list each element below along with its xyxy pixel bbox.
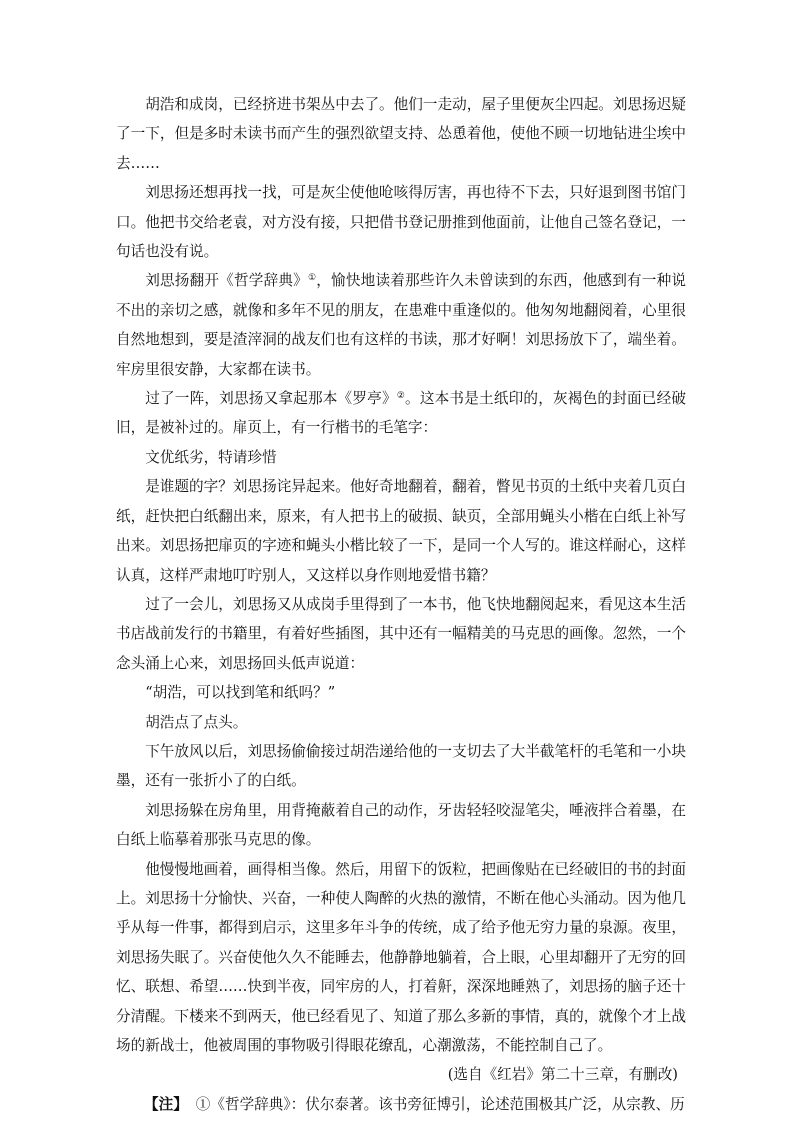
- footnote-label: 【注】: [144, 1095, 188, 1113]
- dialogue-quote: “胡浩，可以找到笔和纸吗？”: [145, 684, 336, 702]
- paragraph-9: 刘思扬躲在房角里，用背掩蔽着自己的动作，牙齿轻轻咬湿笔尖，唾液拌合着墨，在白纸上临摹着那张马克思的像。: [116, 801, 686, 849]
- paragraph-3-start: 刘思扬翻开《哲学辞典》: [145, 272, 308, 290]
- source-citation: (选自《红岩》第二十三章，有删改): [447, 1066, 678, 1084]
- paragraph-2: 刘思扬还想再找一找，可是灰尘使他呛咳得厉害，再也待不下去，只好退到图书馆门口。他把书交给老袁，对方没有接，只把借书登记册推到他面前，让他自己签名登记，一句话也没有说。: [116, 184, 686, 261]
- paragraph-8: 下午放风以后，刘思扬偷偷接过胡浩递给他的一支切去了大半截笔杆的毛笔和一小块墨，还有一张折小了的白纸。: [116, 742, 686, 790]
- paragraph-4-start: 过了一阵，刘思扬又拿起那本《罗亭》: [145, 390, 397, 408]
- footnote: [116, 1090, 686, 1119]
- paragraph-4-rest: 。这本书是土纸印的，灰褐色的封面已经破旧，是被补过的。扉页上，有一行楷书的毛笔字：: [116, 390, 686, 437]
- paragraph-10: 他慢慢地画着，画得相当像。然后，用留下的饭粒，把画像贴在已经破旧的书的封面上。刘思扬十分愉快、兴奋，一种使人陶醉的火热的激情，不断在他心头涌动。因为他几乎从每一件事，都得到启示，这里多年斗争的传统，成了给予他无穷力量的泉源。夜里，刘思扬失眠了。兴奋使他久久不能睡去，他静静地躺着，合上眼，心里却翻开了无穷的回忆、联想、希望……快到半夜，同牢房的人，打着鼾，深深地睡熟了，刘思扬的脑子还十分清醒。下楼来不到两天，他已经看见了、知道了那么多新的事情，真的，就像个才上战场的新战士，他被周围的事物吸引得眼花缭乱，心潮激荡，不能控制自己了。: [116, 860, 686, 1054]
- inscription-text: 文优纸劣，特请珍惜: [145, 448, 277, 466]
- article-body: [116, 90, 686, 1119]
- footnote-ref-1: ①: [307, 273, 317, 284]
- paragraph-7: 胡浩点了点头。: [145, 713, 248, 731]
- footnote-ref-2: ②: [396, 391, 406, 402]
- paragraph-3-rest: ，愉快地读着那些许久未曾读到的东西，他感到有一种说不出的亲切之感，就像和多年不见的朋友，在患难中重逢似的。他匆匆地翻阅着，心里很自然地想到，要是渣滓洞的战友们也有这样的书读，那才好啊！刘思扬放下了，端坐着。牢房里很安静，大家都在读书。: [116, 272, 686, 378]
- paragraph-3: [116, 266, 686, 384]
- paragraph-4: [116, 384, 686, 443]
- paragraph-1: 胡浩和成岗，已经挤进书架丛中去了。他们一走动，屋子里便灰尘四起。刘思扬迟疑了一下，但是多时未读书而产生的强烈欲望支持、怂恿着他，使他不顾一切地钻进尘埃中去……: [116, 96, 686, 172]
- paragraph-5: 是谁题的字？刘思扬诧异起来。他好奇地翻着，翻着，瞥见书页的土纸中夹着几页白纸，赶快把白纸翻出来，原来，有人把书上的破损、缺页，全部用蝇头小楷在白纸上补写出来。刘思扬把扉页的字迹和蝇头小楷比较了一下，是同一个人写的。谁这样耐心，这样认真，这样严肃地叮咛别人，又这样以身作则地爱惜书籍？: [116, 478, 686, 584]
- footnote-text: ①《哲学辞典》：伏尔泰著。该书旁征博引，论述范围极其广泛，从宗教、历: [195, 1095, 685, 1113]
- paragraph-6: 过了一会儿，刘思扬又从成岗手里得到了一本书，他飞快地翻阅起来，看见这本生活书店战前发行的书籍里，有着好些插图，其中还有一幅精美的马克思的画像。忽然，一个念头涌上心来，刘思扬回头低声说道：: [116, 595, 686, 672]
